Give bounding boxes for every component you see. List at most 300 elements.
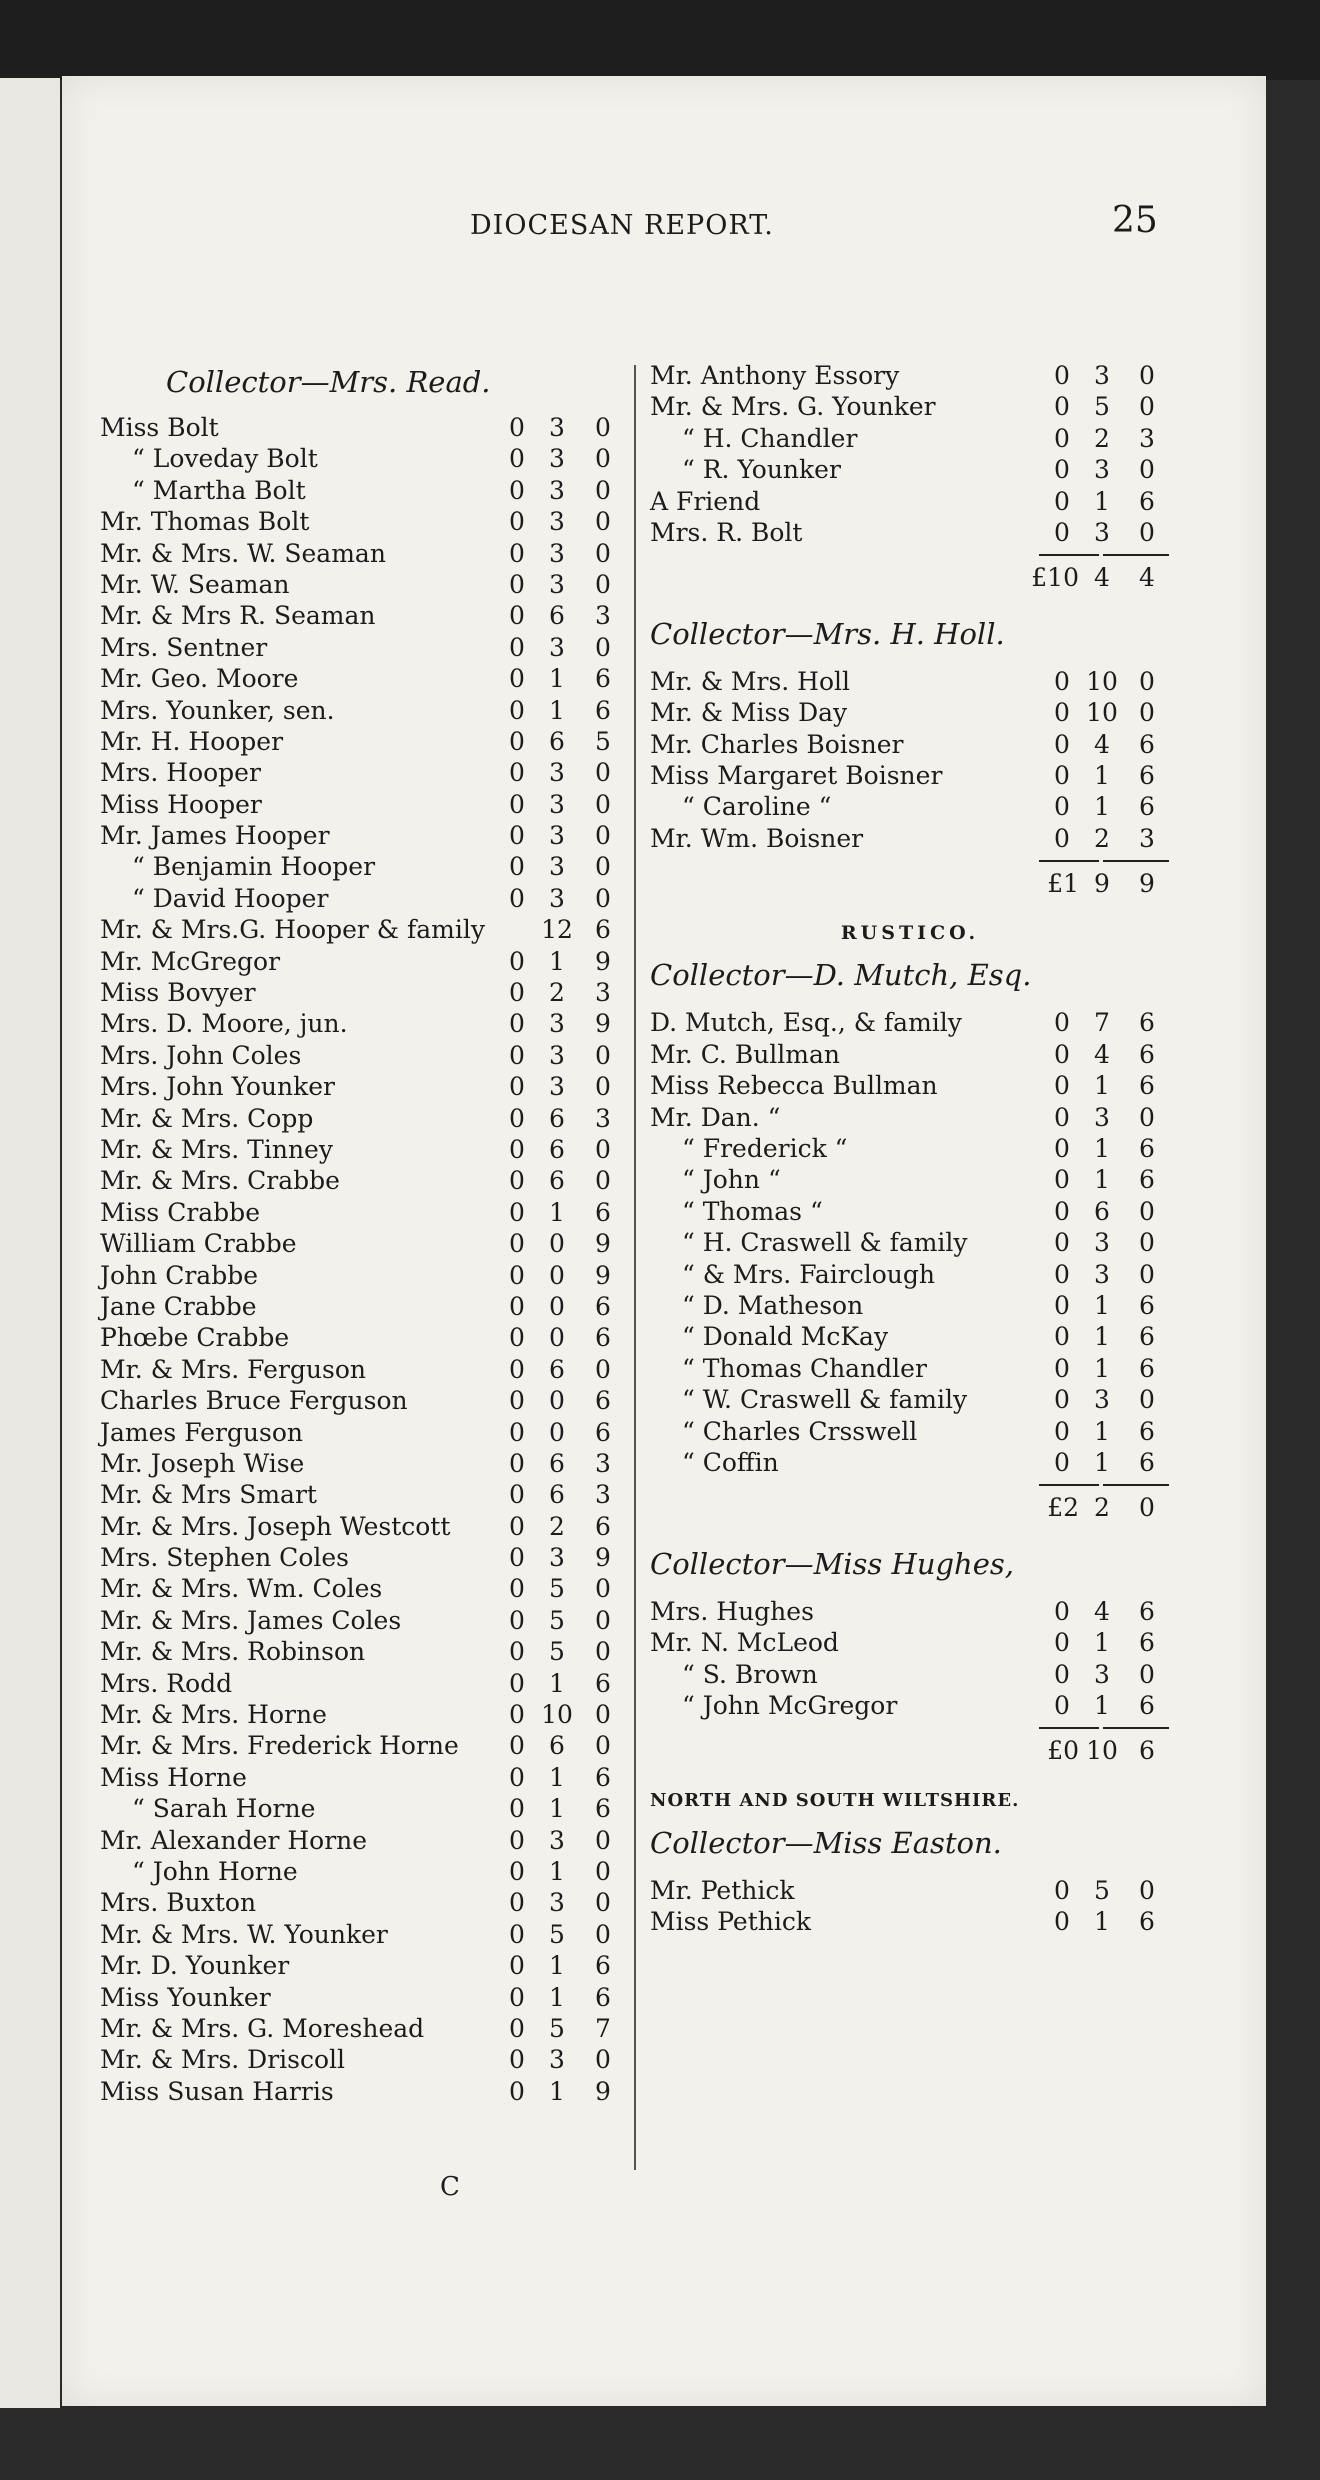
subscriber-name: Mr. & Mrs. Tinney xyxy=(100,1134,333,1164)
list-item xyxy=(650,729,1170,760)
subscriber-name: Mrs. R. Bolt xyxy=(650,517,803,547)
list-item xyxy=(650,1321,1170,1352)
amount-pounds: 0 xyxy=(509,1794,525,1824)
amount-pence: 7 xyxy=(595,2013,611,2043)
amount-shillings: 1 xyxy=(1094,1322,1110,1352)
amount-shillings: 3 xyxy=(549,413,565,442)
list-item xyxy=(100,1134,622,1165)
list-item xyxy=(100,1793,622,1824)
amount-shillings: 1 xyxy=(1094,1907,1110,1937)
list-item xyxy=(650,1039,1170,1070)
list-item xyxy=(650,1196,1170,1227)
amount-pounds: 0 xyxy=(1054,823,1070,853)
amount-pence: 0 xyxy=(595,852,611,882)
amount-pounds: 0 xyxy=(509,1166,525,1196)
amount-pence: 0 xyxy=(595,1574,611,1604)
subscriber-name: Miss Margaret Boisner xyxy=(650,760,943,790)
list-item xyxy=(100,1950,622,1981)
total-rule xyxy=(650,854,1170,868)
amount-pence: 0 xyxy=(595,413,611,442)
subscriber-name: Jane Crabbe xyxy=(100,1291,257,1321)
amount-pence: 0 xyxy=(1139,1259,1155,1289)
subscriber-name: Mr. C. Bullman xyxy=(650,1039,841,1069)
amount-pence: 0 xyxy=(595,1888,611,1918)
page-header-title: DIOCESAN REPORT. xyxy=(470,210,774,241)
subscriber-name: “ H. Craswell & family xyxy=(682,1228,968,1258)
amount-shillings: 6 xyxy=(549,1134,565,1164)
list-item xyxy=(650,1133,1170,1164)
amount-shillings: 6 xyxy=(549,1448,565,1478)
amount-pence: 6 xyxy=(1139,1596,1155,1626)
amount-shillings: 5 xyxy=(549,1919,565,1949)
left-column xyxy=(100,360,622,2107)
list-item xyxy=(100,883,622,914)
subscriber-name: Mr. & Mrs.G. Hooper & family xyxy=(100,915,485,945)
section-heading: RUSTICO. xyxy=(840,922,980,945)
amount-shillings: 3 xyxy=(1094,1259,1110,1289)
amount-pounds: 0 xyxy=(1054,1907,1070,1937)
amount-pounds: 0 xyxy=(509,1637,525,1667)
amount-pounds: 0 xyxy=(509,1919,525,1949)
amount-shillings: 5 xyxy=(549,1605,565,1635)
amount-pounds: 0 xyxy=(1054,1196,1070,1226)
amount-shillings: 1 xyxy=(1094,792,1110,822)
list-item xyxy=(100,1762,622,1793)
subscriber-name: “ David Hooper xyxy=(132,883,329,913)
subscriber-name: “ S. Brown xyxy=(682,1659,818,1689)
list-item xyxy=(100,506,622,537)
list-item xyxy=(650,517,1170,548)
amount-shillings: 6 xyxy=(549,1166,565,1196)
amount-pounds: 0 xyxy=(509,1103,525,1133)
list-item xyxy=(100,1982,622,2013)
amount-shillings: 3 xyxy=(1094,1228,1110,1258)
total-row xyxy=(650,562,1170,593)
amount-pence: 0 xyxy=(1139,1196,1155,1226)
subscriber-name: “ W. Craswell & family xyxy=(682,1385,968,1415)
amount-pounds: 0 xyxy=(1054,729,1070,759)
list-item xyxy=(100,1165,622,1196)
amount-pounds: 0 xyxy=(1054,361,1070,390)
subscriber-name: D. Mutch, Esq., & family xyxy=(650,1008,962,1038)
amount-pence: 0 xyxy=(1139,698,1155,728)
amount-pounds: 0 xyxy=(509,2045,525,2075)
list-item xyxy=(650,1447,1170,1478)
list-item xyxy=(100,789,622,820)
subscriber-name: “ Thomas Chandler xyxy=(682,1353,927,1383)
amount-pounds: 0 xyxy=(509,1511,525,1541)
amount-pence: 9 xyxy=(595,2076,611,2106)
amount-pounds: 0 xyxy=(509,1386,525,1416)
amount-pence: 0 xyxy=(1139,517,1155,547)
amount-pounds: 0 xyxy=(509,1040,525,1070)
subscriber-name: “ Thomas “ xyxy=(682,1196,823,1226)
amount-pounds: 0 xyxy=(1054,1690,1070,1720)
subscriber-name: “ John McGregor xyxy=(682,1690,898,1720)
amount-shillings: 1 xyxy=(1094,1447,1110,1477)
total-pence: 9 xyxy=(1139,869,1155,899)
total-pounds: £0 xyxy=(1047,1736,1079,1766)
amount-pence: 0 xyxy=(595,1825,611,1855)
list-item xyxy=(100,475,622,506)
list-item xyxy=(100,695,622,726)
amount-pence: 0 xyxy=(1139,1875,1155,1905)
list-item xyxy=(100,2013,622,2044)
amount-pounds: 0 xyxy=(509,1323,525,1353)
rule-segment xyxy=(1103,554,1169,556)
subscriber-name: Mr. & Mrs. Joseph Westcott xyxy=(100,1511,451,1541)
amount-shillings: 3 xyxy=(549,444,565,474)
subscriber-name: “ Martha Bolt xyxy=(132,475,306,505)
amount-pence: 6 xyxy=(595,1291,611,1321)
total-shillings: 10 xyxy=(1086,1736,1118,1766)
rule-segment xyxy=(1039,1727,1099,1729)
rule-segment xyxy=(1039,1484,1099,1486)
amount-pence: 0 xyxy=(1139,361,1155,390)
amount-shillings: 3 xyxy=(549,1825,565,1855)
subscriber-name: Mr. Geo. Moore xyxy=(100,664,299,694)
subscriber-name: Mr. Pethick xyxy=(650,1875,795,1905)
spacer xyxy=(650,1865,1170,1875)
amount-shillings: 1 xyxy=(1094,1134,1110,1164)
amount-pence: 0 xyxy=(595,444,611,474)
amount-pounds: 0 xyxy=(509,978,525,1008)
amount-pence: 0 xyxy=(595,1919,611,1949)
amount-pounds: 0 xyxy=(509,821,525,851)
subscriber-name: Mr. & Mrs. W. Younker xyxy=(100,1919,388,1949)
amount-shillings: 5 xyxy=(549,2013,565,2043)
total-rule xyxy=(650,1721,1170,1735)
amount-pounds: 0 xyxy=(509,1229,525,1259)
amount-pounds: 0 xyxy=(509,789,525,819)
amount-pence: 6 xyxy=(1139,1071,1155,1101)
amount-pence: 3 xyxy=(595,978,611,1008)
amount-shillings: 1 xyxy=(549,1762,565,1792)
list-item xyxy=(650,486,1170,517)
list-item xyxy=(650,1690,1170,1721)
subscriber-name: “ H. Chandler xyxy=(682,423,858,453)
subscriber-name: Mr. N. McLeod xyxy=(650,1628,839,1658)
total-pence: 6 xyxy=(1139,1736,1155,1766)
list-item xyxy=(100,1040,622,1071)
subscriber-name: Miss Younker xyxy=(100,1982,271,2012)
subscriber-name: “ Sarah Horne xyxy=(132,1794,316,1824)
amount-shillings: 5 xyxy=(1094,392,1110,422)
amount-shillings: 5 xyxy=(549,1574,565,1604)
amount-shillings: 1 xyxy=(1094,1290,1110,1320)
amount-pounds: 0 xyxy=(509,946,525,976)
total-row xyxy=(650,1492,1170,1523)
amount-shillings: 5 xyxy=(1094,1875,1110,1905)
amount-pence: 6 xyxy=(595,1794,611,1824)
amount-pence: 6 xyxy=(595,695,611,725)
subscriber-name: Mr. & Mrs. G. Moreshead xyxy=(100,2013,425,2043)
amount-pence: 0 xyxy=(595,821,611,851)
amount-shillings: 4 xyxy=(1094,1596,1110,1626)
amount-shillings: 6 xyxy=(549,1731,565,1761)
amount-pence: 0 xyxy=(595,507,611,537)
amount-shillings: 3 xyxy=(1094,1659,1110,1689)
subscriber-name: Mr. & Mrs Smart xyxy=(100,1480,317,1510)
list-item xyxy=(100,1919,622,1950)
list-item xyxy=(650,1627,1170,1658)
amount-pounds: 0 xyxy=(509,1448,525,1478)
amount-shillings: 2 xyxy=(1094,823,1110,853)
amount-pounds: 0 xyxy=(1054,1659,1070,1689)
amount-pounds: 0 xyxy=(509,1072,525,1102)
subscriber-name: Mr. & Mrs. G. Younker xyxy=(650,392,936,422)
amount-pounds: 0 xyxy=(509,852,525,882)
amount-shillings: 3 xyxy=(549,789,565,819)
amount-shillings: 3 xyxy=(1094,455,1110,485)
amount-pence: 6 xyxy=(595,1951,611,1981)
rule-segment xyxy=(1103,1484,1169,1486)
amount-pounds: 0 xyxy=(1054,1416,1070,1446)
list-item xyxy=(650,823,1170,854)
amount-shillings: 12 xyxy=(541,915,573,945)
amount-shillings: 3 xyxy=(549,1040,565,1070)
amount-shillings: 6 xyxy=(549,601,565,631)
list-item xyxy=(100,1542,622,1573)
amount-pence: 0 xyxy=(595,1134,611,1164)
subscriber-name: Mr. McGregor xyxy=(100,946,281,976)
list-item xyxy=(100,977,622,1008)
amount-pence: 6 xyxy=(595,1668,611,1698)
subscriber-name: James Ferguson xyxy=(100,1417,304,1447)
list-item xyxy=(100,757,622,788)
amount-pounds: 0 xyxy=(1054,1290,1070,1320)
amount-shillings: 0 xyxy=(549,1260,565,1290)
list-item xyxy=(650,1875,1170,1906)
amount-pounds: 0 xyxy=(509,664,525,694)
list-item xyxy=(100,1417,622,1448)
collector-heading: Collector—Mrs. Read. xyxy=(166,365,491,399)
section-heading: NORTH AND SOUTH WILTSHIRE. xyxy=(650,1789,1020,1811)
amount-shillings: 1 xyxy=(549,1982,565,2012)
amount-shillings: 7 xyxy=(1094,1008,1110,1038)
amount-pounds: 0 xyxy=(1054,760,1070,790)
subscriber-name: Miss Hooper xyxy=(100,789,262,819)
amount-pounds: 0 xyxy=(509,1856,525,1886)
subscriber-name: Mr. & Miss Day xyxy=(650,698,848,728)
amount-shillings: 1 xyxy=(1094,486,1110,516)
subscriber-name: “ John Horne xyxy=(132,1856,298,1886)
amount-pounds: 0 xyxy=(509,632,525,662)
spacer xyxy=(650,1586,1170,1596)
amount-pounds: 0 xyxy=(1054,698,1070,728)
subscriber-name: Mr. W. Seaman xyxy=(100,569,290,599)
subscriber-name: Mr. Alexander Horne xyxy=(100,1825,368,1855)
amount-pounds: 0 xyxy=(509,1134,525,1164)
list-item xyxy=(650,1596,1170,1627)
amount-pence: 6 xyxy=(1139,1165,1155,1195)
list-item xyxy=(650,1906,1170,1937)
amount-pence: 0 xyxy=(595,2045,611,2075)
facing-page-edge xyxy=(0,78,60,2408)
list-item xyxy=(100,2076,622,2107)
subscriber-name: Mr. & Mrs. Holl xyxy=(650,666,851,696)
amount-shillings: 1 xyxy=(1094,1416,1110,1446)
amount-pounds: 0 xyxy=(1054,1875,1070,1905)
subscriber-name: Mr. H. Hooper xyxy=(100,726,284,756)
list-item xyxy=(100,1573,622,1604)
spacer xyxy=(650,594,1170,612)
amount-shillings: 0 xyxy=(549,1386,565,1416)
amount-pence: 6 xyxy=(1139,1039,1155,1069)
amount-pounds: 0 xyxy=(509,1700,525,1730)
amount-pence: 6 xyxy=(1139,1416,1155,1446)
amount-pounds: 0 xyxy=(1054,1228,1070,1258)
total-pence: 0 xyxy=(1139,1493,1155,1523)
subscriber-name: Mr. Charles Boisner xyxy=(650,729,904,759)
amount-shillings: 6 xyxy=(549,1354,565,1384)
list-item xyxy=(100,914,622,945)
amount-pence: 6 xyxy=(1139,1353,1155,1383)
list-item xyxy=(100,1354,622,1385)
amount-pounds: 0 xyxy=(1054,1134,1070,1164)
subscriber-name: Mr. & Mrs R. Seaman xyxy=(100,601,376,631)
amount-pounds: 0 xyxy=(509,1009,525,1039)
amount-pounds: 0 xyxy=(509,1480,525,1510)
amount-pence: 3 xyxy=(595,1103,611,1133)
amount-pence: 6 xyxy=(595,1511,611,1541)
subscriber-name: Mrs. Buxton xyxy=(100,1888,257,1918)
amount-pence: 0 xyxy=(595,1040,611,1070)
subscriber-name: Miss Bolt xyxy=(100,413,219,442)
amount-pounds: 0 xyxy=(1054,486,1070,516)
list-item xyxy=(650,1353,1170,1384)
amount-shillings: 6 xyxy=(1094,1196,1110,1226)
subscriber-name: Mr. & Mrs. Copp xyxy=(100,1103,314,1133)
subscriber-name: Miss Rebecca Bullman xyxy=(650,1071,938,1101)
subscriber-name: Mrs. John Coles xyxy=(100,1040,302,1070)
subscriber-name: Miss Crabbe xyxy=(100,1197,260,1227)
subscriber-name: Mr. & Mrs. Horne xyxy=(100,1700,327,1730)
amount-shillings: 6 xyxy=(549,1103,565,1133)
list-item xyxy=(100,851,622,882)
amount-pounds: 0 xyxy=(509,1260,525,1290)
amount-pence: 6 xyxy=(1139,1628,1155,1658)
subscriber-name: Mr. & Mrs. Driscoll xyxy=(100,2045,346,2075)
subscriber-name: “ Loveday Bolt xyxy=(132,444,318,474)
amount-shillings: 1 xyxy=(549,2076,565,2106)
amount-pounds: 0 xyxy=(509,726,525,756)
amount-pounds: 0 xyxy=(509,507,525,537)
amount-shillings: 3 xyxy=(1094,517,1110,547)
amount-pence: 6 xyxy=(1139,1290,1155,1320)
amount-shillings: 3 xyxy=(549,1888,565,1918)
amount-pence: 0 xyxy=(1139,1102,1155,1132)
amount-pence: 6 xyxy=(595,1982,611,2012)
subscriber-name: Mr. Anthony Essory xyxy=(650,361,900,390)
amount-pence: 3 xyxy=(595,1448,611,1478)
list-item xyxy=(100,1699,622,1730)
amount-shillings: 3 xyxy=(549,758,565,788)
amount-shillings: 3 xyxy=(549,1543,565,1573)
amount-shillings: 10 xyxy=(1086,698,1118,728)
subscriber-name: Charles Bruce Ferguson xyxy=(100,1386,408,1416)
amount-pence: 6 xyxy=(595,1323,611,1353)
amount-pence: 6 xyxy=(1139,486,1155,516)
list-item xyxy=(650,1102,1170,1133)
amount-shillings: 0 xyxy=(549,1291,565,1321)
amount-pounds: 0 xyxy=(509,1574,525,1604)
subscriber-name: Phœbe Crabbe xyxy=(100,1323,290,1353)
subscriber-name: Mrs. Younker, sen. xyxy=(100,695,335,725)
amount-shillings: 0 xyxy=(549,1417,565,1447)
subscriber-name: “ D. Matheson xyxy=(682,1290,864,1320)
subscriber-name: “ Donald McKay xyxy=(682,1322,889,1352)
subscriber-name: Mrs. Hughes xyxy=(650,1596,814,1626)
amount-pence: 3 xyxy=(1139,423,1155,453)
amount-shillings: 3 xyxy=(549,1009,565,1039)
amount-pounds: 0 xyxy=(1054,423,1070,453)
list-item xyxy=(100,1479,622,1510)
amount-pence: 0 xyxy=(595,758,611,788)
scan-background-top xyxy=(0,0,1320,80)
subscriber-name: Mr. & Mrs. Frederick Horne xyxy=(100,1731,459,1761)
amount-pence: 0 xyxy=(1139,455,1155,485)
amount-pence: 0 xyxy=(1139,1659,1155,1689)
list-item xyxy=(650,1164,1170,1195)
amount-shillings: 1 xyxy=(549,695,565,725)
amount-shillings: 1 xyxy=(549,946,565,976)
amount-pence: 6 xyxy=(595,1386,611,1416)
list-item xyxy=(100,1291,622,1322)
amount-pounds: 0 xyxy=(1054,1259,1070,1289)
amount-shillings: 10 xyxy=(1086,666,1118,696)
amount-pounds: 0 xyxy=(509,538,525,568)
list-item xyxy=(100,1385,622,1416)
amount-pounds: 0 xyxy=(509,1888,525,1918)
subscriber-name: Mr. & Mrs. Robinson xyxy=(100,1637,366,1667)
amount-shillings: 3 xyxy=(549,475,565,505)
list-item xyxy=(650,1290,1170,1321)
subscriber-name: Mrs. Sentner xyxy=(100,632,268,662)
list-item xyxy=(650,1070,1170,1101)
list-item xyxy=(650,360,1170,391)
list-item xyxy=(100,1730,622,1761)
amount-pence: 6 xyxy=(1139,1322,1155,1352)
subscriber-name: Mr. Joseph Wise xyxy=(100,1448,305,1478)
amount-pence: 9 xyxy=(595,1260,611,1290)
amount-pence: 0 xyxy=(595,538,611,568)
amount-pence: 6 xyxy=(595,1417,611,1447)
subscriber-name: Miss Pethick xyxy=(650,1907,811,1937)
amount-pence: 0 xyxy=(1139,1385,1155,1415)
subscriber-name: “ Caroline “ xyxy=(682,792,832,822)
amount-shillings: 3 xyxy=(549,538,565,568)
subscriber-name: Mrs. John Younker xyxy=(100,1072,335,1102)
right-column xyxy=(650,360,1170,1937)
rule-segment xyxy=(1103,860,1169,862)
subscriber-name: Mr. Dan. “ xyxy=(650,1102,781,1132)
amount-pounds: 0 xyxy=(509,1354,525,1384)
amount-pounds: 0 xyxy=(1054,1628,1070,1658)
amount-pence: 0 xyxy=(595,632,611,662)
total-pence: 4 xyxy=(1139,563,1155,593)
list-item xyxy=(100,1887,622,1918)
amount-pounds: 0 xyxy=(509,444,525,474)
list-item xyxy=(650,423,1170,454)
amount-pence: 6 xyxy=(595,1197,611,1227)
list-item xyxy=(100,1008,622,1039)
subscriber-name: Miss Susan Harris xyxy=(100,2076,334,2106)
amount-shillings: 1 xyxy=(549,1856,565,1886)
amount-pence: 0 xyxy=(595,1354,611,1384)
amount-shillings: 1 xyxy=(549,664,565,694)
list-item xyxy=(100,1668,622,1699)
